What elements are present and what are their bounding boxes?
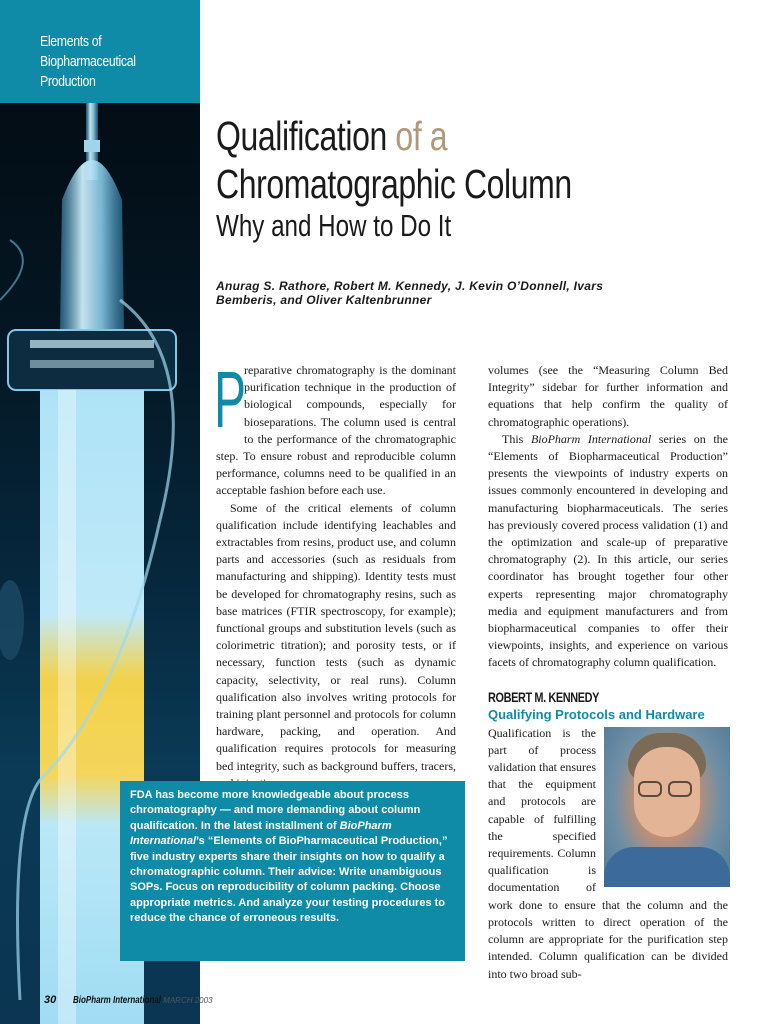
body-column-1 [214,355,456,792]
body-column-2 [488,362,728,983]
drop-cap: P [214,355,247,444]
paragraph-text: series on the “Elements of Biopharmaceutical Production” presents the viewpoints of industry experts on issues commonly encountered in developing and manufacturing biopharmaceuticals. The series has previously covered process validation (1) and the optimization and scale-up of preparative chromatography (2). In this article, our series coordinator has brought together four other experts representing major chromatography media and equipment manufacturers and from biopharmaceutical companies to offer their viewpoints, insights, and experience on various facets of chromatography column qualification. [488,431,728,670]
title-muted: of a [395,113,448,159]
callout-text [130,788,457,927]
paragraph: reparative chromatography is the dominant purification technique in the production of biological compounds, especially for bioseparations. The column used is central to the performance of the chromatographic step. To ensure robust and reproducible column performance, columns need to be qualified in an acceptable fashion before each use. [216,363,456,498]
callout-text-part: FDA has become more knowledgeable about process chromatography — and more demanding about column qualification. In the latest installment of [130,789,421,832]
article-authors: Anurag S. Rathore, Robert M. Kennedy, J. Kevin O’Donnell, Ivars Bemberis, and Oliver Kaltenbrunner [216,279,604,307]
issue-date: MARCH 2003 [163,996,213,1005]
article-title [216,112,746,246]
paragraph-text: This [502,431,531,446]
section-tag-line: Biopharmaceutical [40,53,136,70]
publication-name: BioPharm International [530,431,652,446]
expert-name: ROBERT M. KENNEDY [488,688,600,705]
section-tag-line: Elements of [40,33,102,50]
summary-callout-box [120,781,465,961]
publication-name: BioPharm International [130,819,392,848]
page-number: 30 [44,994,57,1006]
publication-footer: BioPharm International [72,995,161,1006]
article-subtitle: Why and How to Do It [216,208,452,243]
paragraph: Some of the critical elements of column qualification include identifying leachables and extractables from resins, product use, and column parts and accessories (such as residuals from manufacturing and shipping). Identity tests must be developed for chromatography resins, such as base matrices (FTIR spectroscopy, for example); functional groups and substitution levels (such as colorimetric titration); and porosity tests, or if necessary, function tests (such as dynamic capacity, selectivity, or real runs). Column qualification also involves writing protocols for training plant personnel and protocols for column hardware, packing, and operation. And qualification requires protocols for measuring bed integrity, such as background buffers, tracers, [216,500,456,773]
section-tag [0,0,200,103]
paragraph [488,431,728,672]
title-line-1 [216,112,629,160]
paragraph: Qualification is the part of process validation that ensures that the equipment and protocols are capable of fulfilling the specified requirements. Column qualification is documentation of work done to ensure that the column and the protocols written to direct operation of the column are appropriate for the purification step intended. Column qualification can be divided into two broad sub- [488,725,728,981]
page-footer [44,990,213,1008]
expert-section-heading: Qualifying Protocols and Hardware [488,706,705,722]
section-tag-line: Production [40,73,96,90]
title-main: Qualification [216,113,387,159]
title-line-2: Chromatographic Column [216,161,572,207]
callout-text-part: ’s “Elements of BioPharmaceutical Production,” five industry experts share their insights on how to qualify a chromatographic column. Their advice: Write unambiguous SOPs. Focus on reproducibility of column packing. Choose appropriate metrics. And analyze your testing procedures to reduce the chance of erroneous results. [130,835,448,925]
paragraph: volumes (see the “Measuring Column Bed Integrity” sidebar for further information and equations that help confirm the quality of chromatographic operations). [488,363,728,429]
kennedy-portrait-photo [604,727,730,887]
